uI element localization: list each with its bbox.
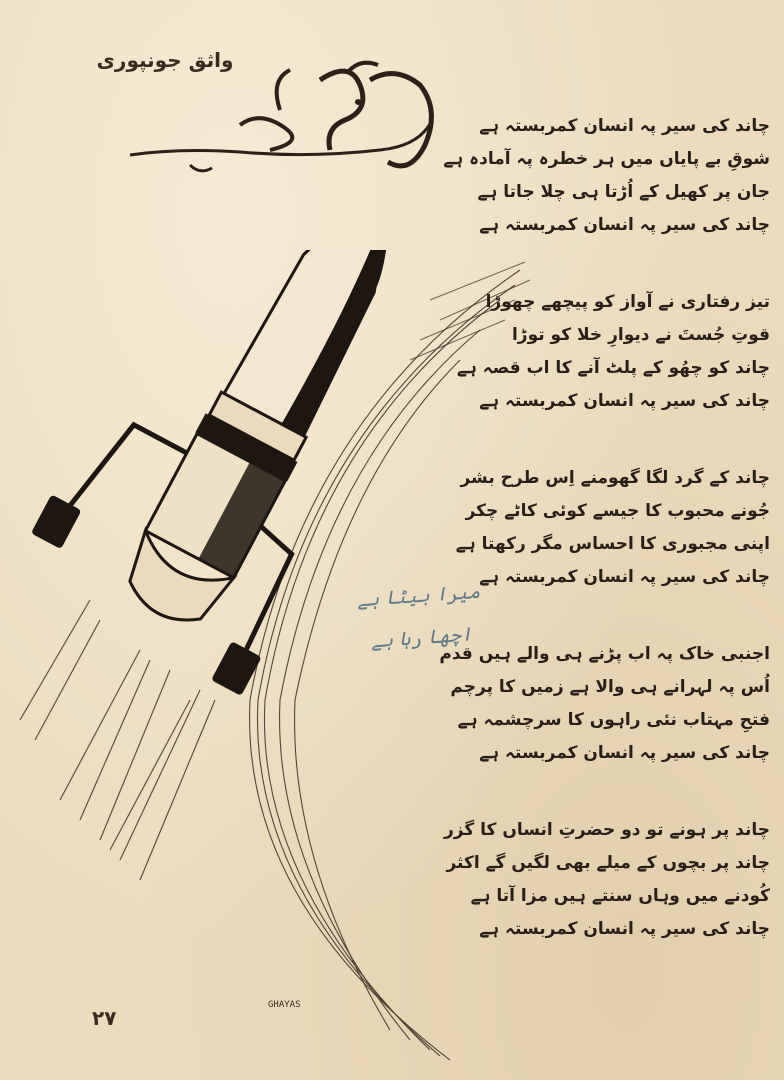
artist-signature: GHAYAS [268, 1000, 301, 1010]
stanza [439, 638, 770, 770]
poem-line: اجنبی خاک پہ اب پڑنے ہی والے ہیں قدم [439, 644, 770, 664]
stanza [443, 814, 770, 946]
poem-line: قوتِ جُستَ نے دیوارِ خلا کو توڑا [511, 325, 770, 345]
stanza [456, 286, 770, 418]
page-number: ۲۷ [92, 1006, 117, 1030]
author-name: واثق جونپوری [96, 48, 234, 72]
stanza [455, 462, 770, 594]
poem-body [439, 110, 770, 990]
poem-line: تیز رفتاری نے آواز کو پیچھے چھوڑا [485, 292, 770, 312]
poem-line: چاند کے گرد لگا گھومنے اِس طرح بشر [460, 468, 770, 488]
poem-line: جُونے محبوب کا جیسے کوئی کاٹے چکر [465, 501, 770, 521]
poem-line: چاند کی سیر پہ انسان کمربستہ ہے [479, 391, 770, 411]
poem-line: چاند کی سیر پہ انسان کمربستہ ہے [479, 567, 770, 587]
poem-line: چاند پر ہونے تو دو حضرتِ انساں کا گزر [443, 820, 770, 840]
poem-line: چاند کی سیر پہ انسان کمربستہ ہے [479, 743, 770, 763]
poem-line: اُس پہ لہرانے ہی والا ہے زمیں کا پرچم [450, 677, 770, 697]
poem-line: چاند کی سیر پہ انسان کمربستہ ہے [479, 919, 770, 939]
handwriting-line: میرا بیٹا ہے [356, 580, 481, 612]
poem-line: چاند کو چھُو کے پلٹ آنے کا اب قصہ ہے [456, 358, 770, 378]
poem-line: چاند کی سیر پہ انسان کمربستہ ہے [479, 116, 770, 136]
poem-line: اپنی مجبوری کا احساس مگر رکھتا ہے [455, 534, 770, 554]
poem-line: جان پر کھیل کے اُڑتا ہی چلا جاتا ہے [477, 182, 770, 202]
poem-line: فتحِ مہتاب نئی راہوں کا سرچشمہ ہے [457, 710, 770, 730]
poem-line: کُودنے میں وہاں سنتے ہیں مزا آتا ہے [470, 886, 770, 906]
stanza [443, 110, 770, 242]
handwriting-line: اچھا رہا ہے [370, 623, 473, 653]
poem-line: چاند پر بچوں کے میلے بھی لگیں گے اکثر [446, 853, 770, 873]
poem-line: چاند کی سیر پہ انسان کمربستہ ہے [479, 215, 770, 235]
poem-line: شوقِ بے پایاں میں ہر خطرہ پہ آمادہ ہے [443, 149, 770, 169]
